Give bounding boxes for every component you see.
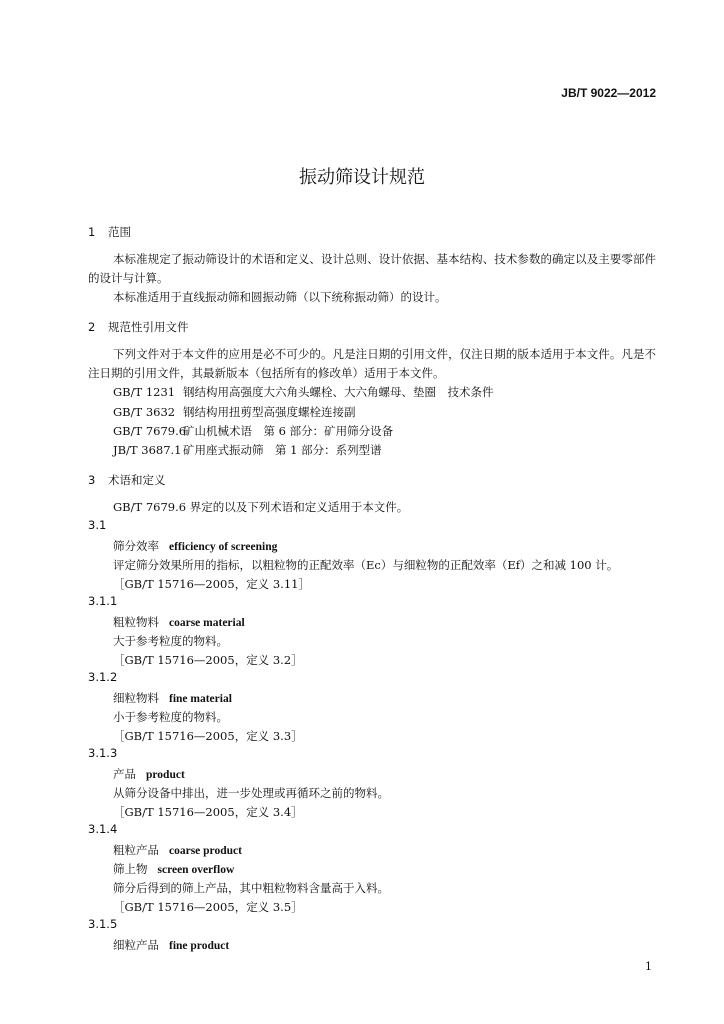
reference-title: 钢结构用扭剪型高强度螺栓连接副 xyxy=(183,405,356,419)
term-synonym-entry xyxy=(113,861,234,877)
term-entry xyxy=(113,766,185,782)
clause-number: 3.1.1 xyxy=(88,594,118,608)
term-en: fine material xyxy=(169,693,232,705)
document-title: 振动筛设计规范 xyxy=(299,167,425,188)
term-entry xyxy=(113,538,277,554)
reference-code: JB/T 3687.1 xyxy=(113,443,182,457)
normative-reference xyxy=(113,442,382,458)
term-zh: 筛上物 xyxy=(113,862,148,876)
term-definition: 从筛分设备中排出，进一步处理或再循环之前的物料。 xyxy=(113,786,389,800)
term-definition: 评定筛分效果所用的指标，以粗粒物的正配效率（Ec）与细粒物的正配效率（Ef）之和减 100 计。 xyxy=(113,558,619,572)
term-entry xyxy=(113,614,245,630)
section-1-heading xyxy=(88,224,131,240)
section-title: 范围 xyxy=(108,225,131,239)
reference-code: GB/T 7679.6 xyxy=(113,424,187,438)
reference-title: 矿山机械术语 第 6 部分：矿用筛分设备 xyxy=(183,424,394,438)
section-number: 3 xyxy=(88,473,96,487)
term-source: ［GB/T 15716—2005，定义 3.4］ xyxy=(113,805,303,819)
term-zh: 筛分效率 xyxy=(113,539,159,553)
section-3-heading xyxy=(88,472,166,488)
term-source: ［GB/T 15716—2005，定义 3.2］ xyxy=(113,653,303,667)
section-number: 1 xyxy=(88,225,96,239)
clause-number: 3.1.5 xyxy=(88,917,118,931)
clause-number: 3.1 xyxy=(88,518,107,532)
section-2-paragraph-1: 下列文件对于本文件的应用是必不可少的。凡是注日期的引用文件，仅注日期的版本适用于本文件。凡是不注日期的引用文件，其最新版本（包括所有的修改单）适用于本文件。 xyxy=(88,347,656,380)
term-en: screen overflow xyxy=(157,864,235,876)
section-3-paragraph-1: GB/T 7679.6 界定的以及下列术语和定义适用于本文件。 xyxy=(113,500,409,514)
reference-code: GB/T 3632 xyxy=(113,405,176,419)
reference-code: GB/T 1231 xyxy=(113,385,176,399)
term-source: ［GB/T 15716—2005，定义 3.5］ xyxy=(113,900,303,914)
term-zh: 粗粒产品 xyxy=(113,843,159,857)
term-en: coarse material xyxy=(169,617,245,629)
clause-number: 3.1.4 xyxy=(88,822,118,836)
term-zh: 细粒产品 xyxy=(113,938,159,952)
normative-reference xyxy=(113,404,356,420)
term-en: fine product xyxy=(169,940,230,952)
term-entry xyxy=(113,842,242,858)
normative-reference xyxy=(113,423,393,439)
section-title: 术语和定义 xyxy=(108,473,166,487)
section-title: 规范性引用文件 xyxy=(108,320,189,334)
term-entry xyxy=(113,937,229,953)
section-1-paragraph-1: 本标准规定了振动筛设计的术语和定义、设计总则、设计依据、基本结构、技术参数的确定以及主要零部件的设计与计算。 xyxy=(88,252,656,285)
section-1-paragraph-2: 本标准适用于直线振动筛和圆振动筛（以下统称振动筛）的设计。 xyxy=(113,290,447,304)
normative-reference xyxy=(113,384,494,400)
term-definition: 小于参考粒度的物料。 xyxy=(113,710,228,724)
term-definition: 大于参考粒度的物料。 xyxy=(113,634,228,648)
term-en: product xyxy=(146,769,185,781)
term-entry xyxy=(113,690,232,706)
section-number: 2 xyxy=(88,320,96,334)
term-source: ［GB/T 15716—2005，定义 3.11］ xyxy=(113,577,310,591)
term-en: coarse product xyxy=(169,845,242,857)
reference-title: 矿用座式振动筛 第 1 部分：系列型谱 xyxy=(183,443,382,457)
term-zh: 粗粒物料 xyxy=(113,615,159,629)
clause-number: 3.1.3 xyxy=(88,746,118,760)
section-2-heading xyxy=(88,319,189,335)
term-en: efficiency of screening xyxy=(169,541,278,553)
reference-title: 钢结构用高强度大六角头螺栓、大六角螺母、垫圈 技术条件 xyxy=(183,385,494,399)
term-zh: 产品 xyxy=(113,767,136,781)
clause-number: 3.1.2 xyxy=(88,670,118,684)
term-definition: 筛分后得到的筛上产品，其中粗粒物料含量高于入料。 xyxy=(113,881,389,895)
standard-number: JB/T 9022—2012 xyxy=(561,86,656,100)
page-number: 1 xyxy=(645,960,652,973)
term-zh: 细粒物料 xyxy=(113,691,159,705)
term-source: ［GB/T 15716—2005，定义 3.3］ xyxy=(113,729,303,743)
